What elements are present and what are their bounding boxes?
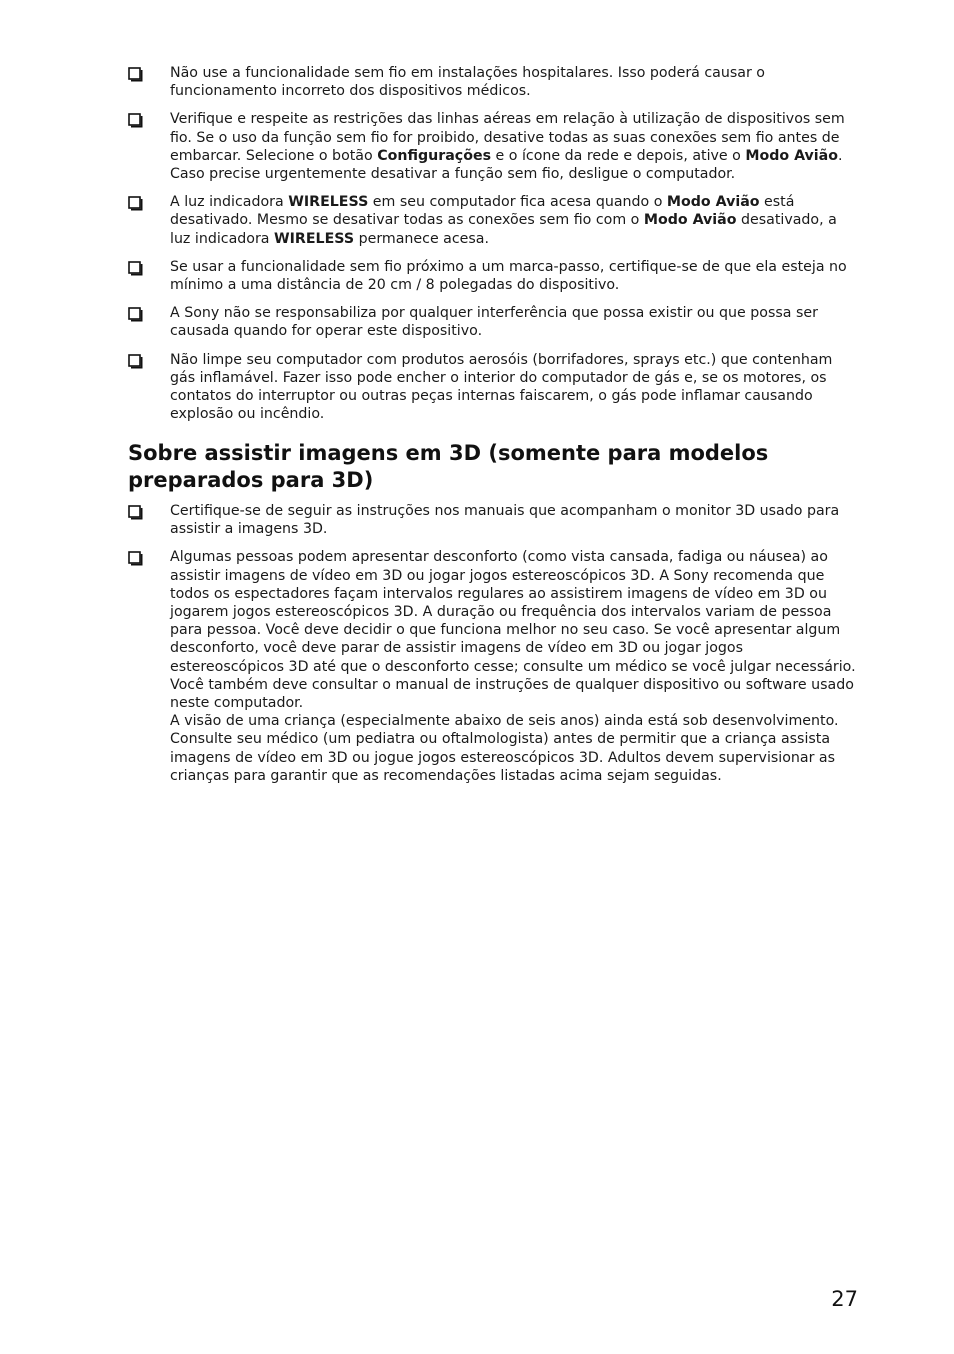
3d-notes-list bbox=[128, 502, 858, 795]
text-run: e o ícone da rede e depois, ative o bbox=[491, 147, 746, 164]
text-run: . Caso precise urgentemente desativar a função sem fio, desligue o computador. bbox=[170, 147, 843, 183]
text-run: Verifique e respeite as restrições das linhas aéreas em relação à utilização de dispositivos sem fio. Se o uso da função sem fio for proibido, desative todas as suas conexões sem fio antes de embarcar. Selecione o botão bbox=[170, 111, 845, 164]
text-run: em seu computador fica acesa quando o bbox=[368, 194, 667, 211]
checkbox-bullet-icon bbox=[128, 261, 143, 276]
list-item-text: Algumas pessoas podem apresentar desconforto (como vista cansada, fadiga ou náusea) ao assistir imagens de vídeo em 3D ou jogar jogos estereoscópicos 3D. A Sony recomenda que todos os espectadores façam intervalos regulares ao assistirem imagens de vídeo em 3D ou jogarem jogos estereoscópicos 3D. A duração ou frequência dos intervalos variam de pessoa para pessoa. Você deve decidir o que funciona melhor no seu caso. Se você apresentar algum desconforto, você deve parar de assistir imagens de vídeo em 3D ou jogar jogos estereoscópicos 3D até que o desconforto cesse; consulte um médico se você julgar necessário. bbox=[170, 549, 856, 675]
page-number: 27 bbox=[831, 1287, 858, 1311]
list-item-text: Não use a funcionalidade sem fio em instalações hospitalares. Isso poderá causar o funcionamento incorreto dos dispositivos médicos. bbox=[170, 65, 765, 100]
safety-notes-list bbox=[128, 64, 858, 433]
list-item bbox=[128, 304, 858, 340]
list-item-text: A Sony não se responsabiliza por qualquer interferência que possa existir ou que possa ser causada quando for operar este dispositivo. bbox=[170, 305, 818, 340]
list-item-text: Se usar a funcionalidade sem fio próximo a um marca-passo, certifique-se de que ela esteja no mínimo a uma distância de 20 cm / 8 polegadas do dispositivo. bbox=[170, 258, 847, 294]
list-item-text: Não limpe seu computador com produtos aerosóis (borrifadores, sprays etc.) que contenham gás inflamável. Fazer isso pode encher o interior do computador de gás e, se os motores, os contatos do interruptor ou outras peças internas faiscarem, o gás pode inflamar causando explosão ou incêndio. bbox=[170, 351, 833, 423]
checkbox-bullet-icon bbox=[128, 67, 143, 82]
configuracoes-term: Configurações bbox=[377, 147, 492, 164]
checkbox-bullet-icon bbox=[128, 113, 143, 128]
wireless-term: WIRELESS bbox=[288, 194, 369, 211]
modo-aviao-term: Modo Avião bbox=[643, 212, 737, 229]
checkbox-bullet-icon bbox=[128, 307, 143, 322]
text-run: desativado, a luz indicadora bbox=[170, 212, 837, 247]
list-item bbox=[128, 110, 858, 183]
wireless-term: WIRELESS bbox=[274, 230, 355, 247]
text-run: permanece acesa. bbox=[354, 230, 489, 247]
modo-aviao-term: Modo Avião bbox=[745, 147, 838, 164]
list-item bbox=[128, 193, 858, 248]
checkbox-bullet-icon bbox=[128, 354, 143, 369]
section-title-3d: Sobre assistir imagens em 3D (somente para modelos preparados para 3D) bbox=[128, 441, 769, 492]
list-item bbox=[128, 351, 858, 424]
list-item-text: Certifique-se de seguir as instruções nos manuais que acompanham o monitor 3D usado para assistir a imagens 3D. bbox=[170, 503, 840, 538]
list-item-text bbox=[170, 193, 858, 248]
list-item bbox=[128, 502, 858, 538]
modo-aviao-term: Modo Avião bbox=[666, 194, 760, 211]
checkbox-bullet-icon bbox=[128, 196, 143, 211]
list-item-text: A visão de uma criança (especialmente abaixo de seis anos) ainda está sob desenvolvimento. Consulte seu médico (um pediatra ou oftalmologista) antes de permitir que a criança assista imagens de vídeo em 3D ou jogue jogos estereoscópicos 3D. Adultos devem supervisionar as crianças para garantir que as recomendações listadas acima sejam seguidas. bbox=[170, 713, 839, 784]
checkbox-bullet-icon bbox=[128, 551, 143, 566]
list-item bbox=[128, 258, 858, 294]
list-item-text: Você também deve consultar o manual de instruções de qualquer dispositivo ou software usado neste computador. bbox=[170, 676, 854, 712]
checkbox-bullet-icon bbox=[128, 505, 143, 520]
list-item-text bbox=[170, 110, 858, 183]
text-run: A luz indicadora bbox=[170, 194, 289, 211]
list-item bbox=[128, 64, 858, 100]
text-run: está desativado. Mesmo se desativar todas as conexões sem fio com o bbox=[170, 194, 795, 229]
list-item bbox=[128, 548, 858, 785]
